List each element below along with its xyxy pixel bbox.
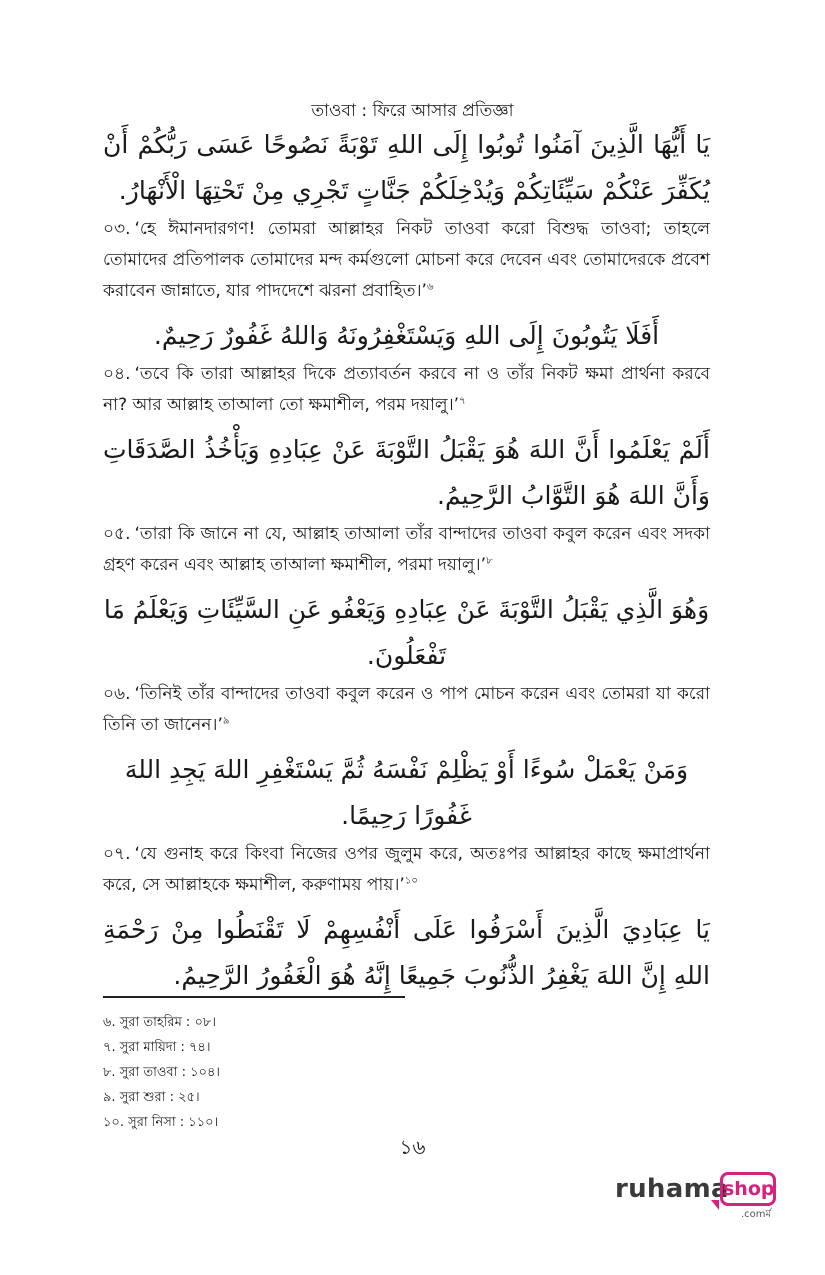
translation-text: ‘তারা কি জানে না যে, আল্লাহ তাআলা তাঁর বান্দাদের তাওবা কবুল করেন এবং সদকা গ্রহণ করেন এবং আল্লাহ তাআলা ক্ষমাশীল, পরমা দয়ালু।’ [103,524,710,575]
item-number: ০৪. [103,364,131,384]
logo-box-word: shop [723,1178,775,1200]
arabic-verse-2: أَفَلَا يَتُوبُونَ إِلَى اللهِ وَيَسْتَغْفِرُونَهُ وَاللهُ غَفُورٌ رَحِيمٌ. [153,321,660,350]
translation-4 [103,359,710,421]
item-number: ০৫. [103,524,131,544]
bubble-tail-icon [711,1200,719,1210]
footnote-divider [103,996,405,998]
footnote-ref: ৮ [486,555,493,567]
translation-3 [103,214,710,307]
footnote-ref: ৭ [459,395,466,407]
arabic-verse-3: أَلَمْ يَعْلَمُوا أَنَّ اللهَ هُوَ يَقْبَلُ التَّوْبَةَ عَنْ عِبَادِهِ وَيَأْخُذُ الصَّدَقَاتِ وَأَنَّ اللهَ هُوَ التَّوَّابُ الرَّحِيمُ. [103,435,710,510]
item-number: ০৬. [103,684,131,704]
footnotes [103,1010,603,1135]
arabic-verse-1: يَا أَيُّهَا الَّذِينَ آمَنُوا تُوبُوا إِلَى اللهِ تَوْبَةً نَصُوحًا عَسَى رَبُّكُمْ أَنْ يُكَفِّرَ عَنْكُمْ سَيِّئَاتِكُمْ وَيُدْخِلَكُمْ جَنَّاتٍ تَجْرِي مِنْ تَحْتِهَا الْأَنْهَارُ. [103,130,710,205]
footnote: ১০. সুরা নিসা : ১১০। [103,1115,219,1130]
translation-6 [103,679,710,741]
footnote-ref: ৬ [426,281,434,293]
footnote-ref: ৯ [222,715,230,727]
item-number: ০৭. [103,844,131,864]
translation-text: ‘হে ঈমানদারগণ! তোমরা আল্লাহর নিকট তাওবা করো বিশুদ্ধ তাওবা; তাহলে তোমাদের প্রতিপালক তোমাদের মন্দ কর্মগুলো মোচনা করে দেবেন এবং তোমাদেরকে প্রবেশ করাবেন জান্নাতে, যার পাদদেশে ঝরনা প্রবাহিত।’ [103,219,710,301]
footnote: ৮. সুরা তাওবা : ১০৪। [103,1065,221,1080]
footnote: ৭. সুরা মায়িদা : ৭৪। [103,1040,211,1055]
translation-text: ‘যে গুনাহ করে কিংবা নিজের ওপর জুলুম করে, অতঃপর আল্লাহর কাছে ক্ষমাপ্রার্থনা করে, সে আল্লাহকে ক্ষমাশীল, করুণাময় পায়।’ [103,844,710,895]
page-body [103,122,710,999]
footnote: ৬. সুরা তাহরিম : ০৮। [103,1015,216,1030]
translation-5 [103,519,710,581]
footnote: ৯. সুরা শুরা : ২৫। [103,1090,200,1105]
arabic-verse-5: وَمَنْ يَعْمَلْ سُوءًا أَوْ يَظْلِمْ نَفْسَهُ ثُمَّ يَسْتَغْفِرِ اللهَ يَجِدِ اللهَ غَفُورًا رَحِيمًا. [124,755,689,830]
logo-word: ruhama [615,1174,729,1204]
ruhamashop-logo [615,1172,780,1222]
translation-text: ‘তবে কি তারা আল্লাহর দিকে প্রত্যাবর্তন করবে না ও তাঁর নিকট ক্ষমা প্রার্থনা করবে না? আর আল্লাহ তাআলা তো ক্ষমাশীল, পরম দয়ালু।’ [103,364,710,415]
logo-suffix: .comর্ম [741,1209,772,1220]
footnote-ref: ১০ [404,875,418,887]
arabic-verse-6: يَا عِبَادِيَ الَّذِينَ أَسْرَفُوا عَلَى أَنْفُسِهِمْ لَا تَقْنَطُوا مِنْ رَحْمَةِ اللهِ إِنَّ اللهَ يَغْفِرُ الذُّنُوبَ جَمِيعًا إِنَّهُ هُوَ الْغَفُورُ الرَّحِيمُ. [103,915,710,990]
arabic-verse-4: وَهُوَ الَّذِي يَقْبَلُ التَّوْبَةَ عَنْ عِبَادِهِ وَيَعْفُو عَنِ السَّيِّئَاتِ وَيَعْلَمُ مَا تَفْعَلُونَ. [103,595,710,670]
translation-7 [103,839,710,901]
running-title: তাওবা : ফিরে আসার প্রতিজ্ঞা [311,101,514,121]
item-number: ০৩. [103,219,131,239]
logo-speech-bubble [720,1172,776,1206]
translation-text: ‘তিনিই তাঁর বান্দাদের তাওবা কবুল করেন ও পাপ মোচন করেন এবং তোমরা যা করো তিনি তা জানেন।’ [103,684,710,735]
page-number: ১৬ [399,1135,426,1159]
